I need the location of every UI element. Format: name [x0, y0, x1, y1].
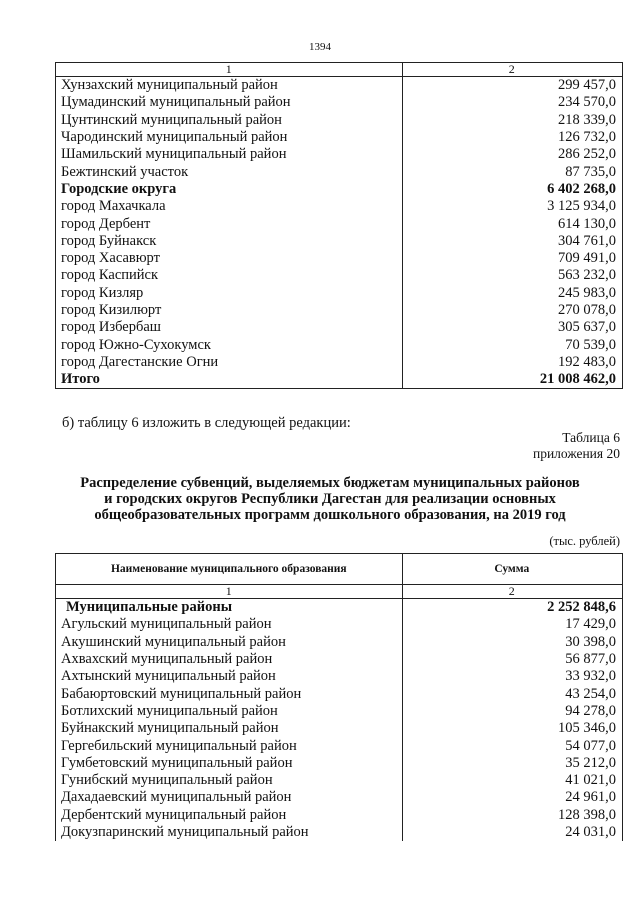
municipality-name: Дахадаевский муниципальный район: [56, 789, 403, 806]
municipality-name: Дербентский муниципальный район: [56, 807, 403, 824]
amount-value: 245 983,0: [402, 285, 622, 302]
table-row: [56, 129, 623, 146]
table-row: [56, 824, 623, 841]
amount-value: 126 732,0: [402, 129, 622, 146]
municipality-name: город Буйнакск: [56, 233, 403, 250]
municipality-name: Чародинский муниципальный район: [56, 129, 403, 146]
amount-value: 43 254,0: [402, 685, 622, 702]
amount-value: 286 252,0: [402, 146, 622, 163]
amount-value: 30 398,0: [402, 634, 622, 651]
title-line: общеобразовательных программ дошкольного образования, на 2019 год: [94, 507, 566, 523]
municipality-name: город Кизляр: [56, 285, 403, 302]
table-row: [56, 371, 623, 389]
municipality-name: Хунзахский муниципальный район: [56, 77, 403, 95]
amount-value: 105 346,0: [402, 720, 622, 737]
table-row: [56, 302, 623, 319]
municipality-name: Бежтинский участок: [56, 163, 403, 180]
amount-value: 94 278,0: [402, 703, 622, 720]
table-row: [56, 685, 623, 702]
amount-value: 128 398,0: [402, 807, 622, 824]
municipality-name: Ахвахский муниципальный район: [56, 651, 403, 668]
title-line: Распределение субвенций, выделяемых бюджетам муниципальных районов: [80, 475, 580, 491]
amount-value: 35 212,0: [402, 755, 622, 772]
table-row: [56, 94, 623, 111]
municipality-name: Буйнакский муниципальный район: [56, 720, 403, 737]
amount-value: 56 877,0: [402, 651, 622, 668]
table-row: [56, 354, 623, 371]
table-row: [56, 599, 623, 617]
municipality-name: Цунтинский муниципальный район: [56, 112, 403, 129]
table-row: [56, 616, 623, 633]
amount-value: 3 125 934,0: [402, 198, 622, 215]
title-line: и городских округов Республики Дагестан для реализации основных: [104, 491, 556, 507]
table-title: [40, 475, 620, 523]
table-row: [56, 651, 623, 668]
table-row: [56, 146, 623, 163]
table-row: [56, 737, 623, 754]
table-row: [56, 181, 623, 198]
table-row: [56, 215, 623, 232]
municipality-name: Ахтынский муниципальный район: [56, 668, 403, 685]
amount-value: 709 491,0: [402, 250, 622, 267]
table-column-headers: [56, 554, 623, 585]
amount-value: 614 130,0: [402, 215, 622, 232]
table-row: [56, 668, 623, 685]
municipality-name: Гергебильский муниципальный район: [56, 737, 403, 754]
municipality-name: город Каспийск: [56, 267, 403, 284]
amount-value: 24 031,0: [402, 824, 622, 841]
preschool-subvention-table: [55, 553, 623, 841]
table-row: [56, 755, 623, 772]
amount-value: 24 961,0: [402, 789, 622, 806]
municipality-name: город Дербент: [56, 215, 403, 232]
municipality-name: Итого: [56, 371, 403, 389]
table-row: [56, 634, 623, 651]
amount-value: 270 078,0: [402, 302, 622, 319]
table-row: [56, 789, 623, 806]
column-number-1: 1: [56, 585, 403, 599]
table-row: [56, 198, 623, 215]
municipality-name: город Махачкала: [56, 198, 403, 215]
amount-value: 41 021,0: [402, 772, 622, 789]
municipality-name: город Дагестанские Огни: [56, 354, 403, 371]
municipality-name: Гумбетовский муниципальный район: [56, 755, 403, 772]
municipality-name: город Южно-Сухокумск: [56, 336, 403, 353]
amount-value: 218 339,0: [402, 112, 622, 129]
municipality-name: Муниципальные районы: [56, 599, 403, 617]
municipality-name: Агульский муниципальный район: [56, 616, 403, 633]
table-row: [56, 285, 623, 302]
amount-value: 6 402 268,0: [402, 181, 622, 198]
amount-value: 299 457,0: [402, 77, 622, 95]
page-number: 1394: [309, 41, 331, 53]
table-row: [56, 319, 623, 336]
amount-value: 192 483,0: [402, 354, 622, 371]
amount-value: 70 539,0: [402, 336, 622, 353]
table-row: [56, 112, 623, 129]
amount-value: 21 008 462,0: [402, 371, 622, 389]
column-header-name: Наименование муниципального образования: [56, 554, 403, 585]
municipality-name: Ботлихский муниципальный район: [56, 703, 403, 720]
column-number-2: 2: [402, 585, 622, 599]
municipality-name: Акушинский муниципальный район: [56, 634, 403, 651]
amount-value: 54 077,0: [402, 737, 622, 754]
municipality-name: Бабаюртовский муниципальный район: [56, 685, 403, 702]
municipality-name: Гунибский муниципальный район: [56, 772, 403, 789]
amount-value: 17 429,0: [402, 616, 622, 633]
amount-value: 2 252 848,6: [402, 599, 622, 617]
table-row: [56, 267, 623, 284]
table-row: [56, 163, 623, 180]
continued-subsidy-table: [55, 62, 623, 389]
municipality-name: Докузпаринский муниципальный район: [56, 824, 403, 841]
municipality-name: город Кизилюрт: [56, 302, 403, 319]
municipality-name: город Хасавюрт: [56, 250, 403, 267]
amount-value: 563 232,0: [402, 267, 622, 284]
table-row: [56, 336, 623, 353]
table-row: [56, 772, 623, 789]
table-row: [56, 720, 623, 737]
amendment-paragraph: б) таблицу 6 изложить в следующей редакции:: [62, 415, 351, 431]
table-header-row: [56, 63, 623, 77]
table-row: [56, 250, 623, 267]
table-row: [56, 703, 623, 720]
municipality-name: город Избербаш: [56, 319, 403, 336]
amount-value: 304 761,0: [402, 233, 622, 250]
table-row: [56, 233, 623, 250]
amount-value: 87 735,0: [402, 163, 622, 180]
table-number-row: [56, 585, 623, 599]
amount-value: 33 932,0: [402, 668, 622, 685]
amount-value: 305 637,0: [402, 319, 622, 336]
municipality-name: Цумадинский муниципальный район: [56, 94, 403, 111]
municipality-name: Городские округа: [56, 181, 403, 198]
municipality-name: Шамильский муниципальный район: [56, 146, 403, 163]
table-row: [56, 77, 623, 95]
column-number-2: 2: [402, 63, 622, 77]
appendix-label: приложения 20: [532, 446, 620, 461]
table-label: Таблица 6: [562, 430, 620, 445]
units-label: (тыс. рублей): [549, 534, 620, 548]
column-header-sum: Сумма: [402, 554, 622, 585]
table-row: [56, 807, 623, 824]
column-number-1: 1: [56, 63, 403, 77]
amount-value: 234 570,0: [402, 94, 622, 111]
